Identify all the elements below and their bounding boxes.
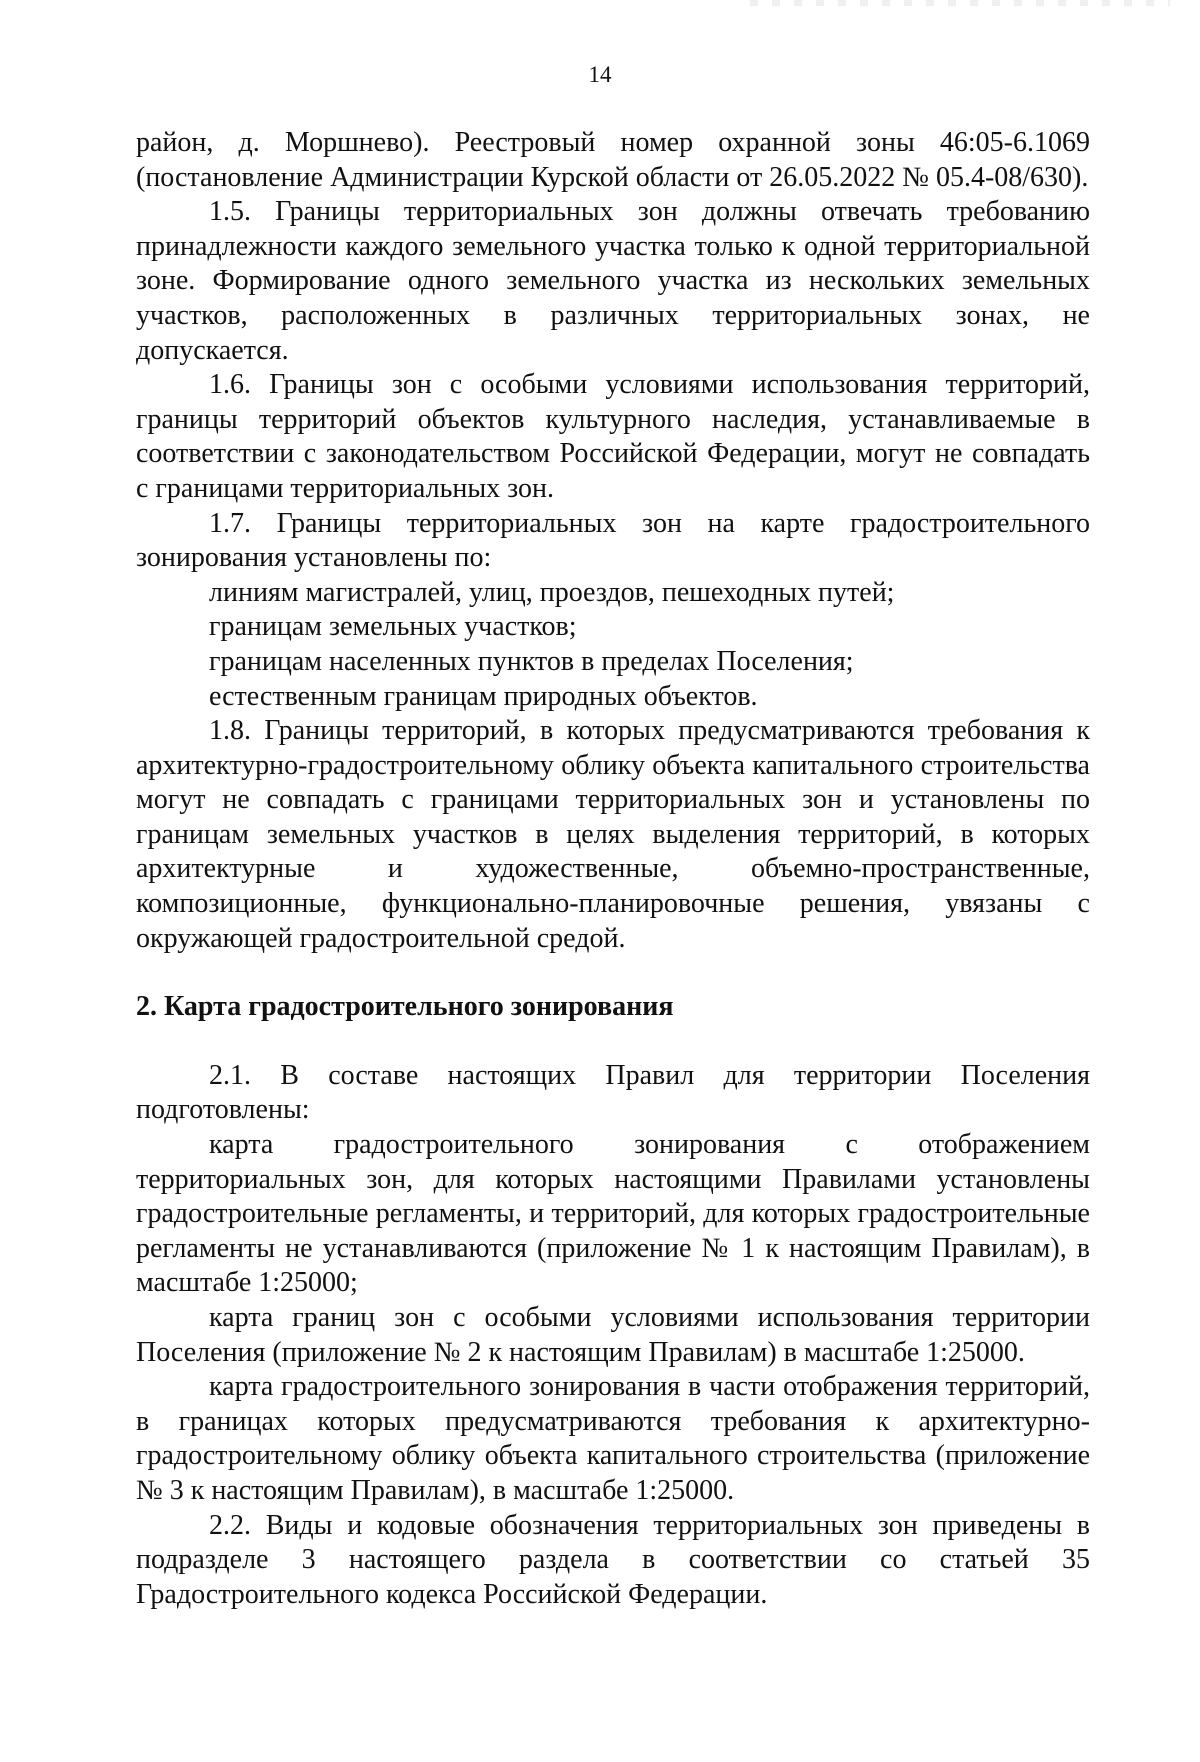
list-item-lines: линиям магистралей, улиц, проездов, пешеходных путей;	[209, 576, 895, 608]
document-body	[136, 126, 1090, 1612]
list-item-land-plots: границам земельных участков;	[209, 611, 577, 643]
paragraph-1-5: 1.5. Границы территориальных зон должны отвечать требованию принадлежности каждого земельного участка только к одной территориальной зоне. Формирование одного земельного участка из нескольких земельных участков, расположенных в различных территориальных зонах, не допускается.	[136, 196, 1090, 366]
paragraph-1-7: 1.7. Границы территориальных зон на карте градостроительного зонирования установлены по:	[136, 507, 1090, 574]
page-number: 14	[588, 62, 612, 87]
list-item-settlements: границам населенных пунктов в пределах Поселения;	[209, 645, 854, 677]
paragraph-2-2: 2.2. Виды и кодовые обозначения территориальных зон приведены в подразделе 3 настоящего раздела в соответствии со статьей 35 Градостроительного кодекса Российской Федерации.	[136, 1509, 1090, 1610]
section-heading: 2. Карта градостроительного зонирования	[136, 991, 674, 1023]
list-item-special-zones-map: карта границ зон с особыми условиями использования территории Поселения (приложение № 2 к настоящим Правилам) в масштабе 1:25000.	[136, 1302, 1090, 1368]
list-item-zoning-map: карта градостроительного зонирования с отображением территориальных зон, для которых настоящими Правилами установлены градостроительные регламенты, и территорий, для которых градостроительные регламенты не устанавливаются (приложение № 1 к настоящим Правилам), в масштабе 1:25000;	[136, 1129, 1090, 1299]
paragraph-1-6: 1.6. Границы зон с особыми условиями использования территорий, границы территорий объектов культурного наследия, устанавливаемые в соответствии с законодательством Российской Федерации, могут не совпадать с границами территориальных зон.	[136, 369, 1090, 504]
paragraph-1-8: 1.8. Границы территорий, в которых предусматриваются требования к архитектурно-градостроительному облику объекта капитального строительства могут не совпадать с границами территориальных зон и установлены по границам земельных участков в целях выделения территорий, в которых архитектурные и художественные, объемно-пространственные, композиционные, функционально-планировочные решения, увязаны с окружающей градостроительной средой.	[136, 715, 1090, 954]
paragraph-continuation: район, д. Моршнево). Реестровый номер охранной зоны 46:05-6.1069 (постановление Администрации Курской области от 26.05.2022 № 05.4-08/630).	[136, 127, 1090, 193]
list-item-natural-objects: естественным границам природных объектов.	[209, 680, 758, 712]
paragraph-2-1: 2.1. В составе настоящих Правил для территории Поселения подготовлены:	[136, 1059, 1090, 1126]
scan-artifact	[750, 0, 1170, 6]
list-item-architecture-map: карта градостроительного зонирования в части отображения территорий, в границах которых предусматриваются требования к архитектурно-градостроительному облику объекта капитального строительства (приложение № 3 к настоящим Правилам), в масштабе 1:25000.	[136, 1371, 1090, 1506]
